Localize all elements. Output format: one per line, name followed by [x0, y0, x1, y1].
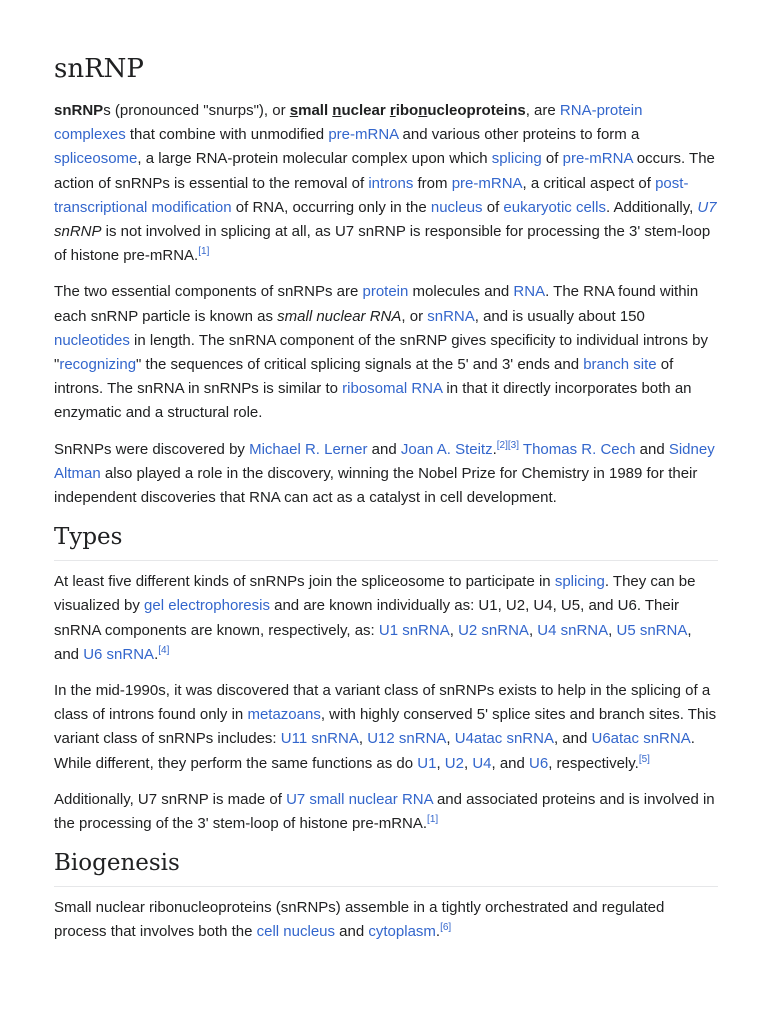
citation-ref[interactable]: [4] — [158, 644, 170, 656]
term-full-name: small nuclear ribonucleoproteins — [289, 102, 526, 119]
link-cytoplasm[interactable]: cytoplasm — [368, 923, 436, 941]
link-joan-steitz[interactable]: Joan A. Steitz — [400, 440, 493, 458]
link-u7[interactable]: U7 — [697, 198, 717, 216]
section-types — [54, 522, 718, 836]
link-introns[interactable]: introns — [368, 174, 414, 192]
section-heading-biogenesis: Biogenesis — [54, 848, 718, 887]
link-u6[interactable]: U6 — [529, 754, 549, 772]
link-snrna[interactable]: snRNA — [427, 307, 475, 325]
types-paragraph-2: In the mid-1990s, it was discovered that a variant class of snRNPs exists to help in the splicing of a class of introns found only in metazoans, with highly conserved 5' splice sites and branch sites. This variant class of snRNPs includes: U11 snRNA, U12 snRNA, U4atac snRNA, and U6atac snRNA. While different, they perform the same functions as do U1, U2, U4, and U6, respectively.[5] — [54, 682, 717, 772]
link-u4-snrna[interactable]: U4 snRNA — [537, 621, 609, 639]
link-u6-snrna[interactable]: U6 snRNA — [83, 645, 155, 663]
link-sidney-altman[interactable]: Sidney Altman — [54, 440, 715, 482]
citation-ref[interactable]: [2] — [496, 439, 508, 451]
link-post-transcriptional-modification[interactable]: post-transcriptional modification — [54, 174, 689, 216]
term-snrnp: snRNP — [54, 102, 104, 119]
link-metazoans[interactable]: metazoans — [247, 706, 321, 724]
link-splicing[interactable]: splicing — [491, 150, 542, 168]
types-paragraph-3: Additionally, U7 snRNP is made of U7 small nuclear RNA and associated proteins and is involved in the processing of the 3' stem-loop of histone pre-mRNA.[1] — [54, 790, 715, 833]
intro-paragraph-1: snRNPs (pronounced "snurps"), or small nuclear ribonucleoproteins, are RNA-protein complexes that combine with unmodified pre-mRNA and various other proteins to form a spliceosome, a large RNA-protein molecular complex upon which splicing of pre-mRNA occurs. The action of snRNPs is essential to the removal of introns from pre-mRNA, a critical aspect of post-transcriptional modification of RNA, occurring only in the nucleus of eukaryotic cells. Additionally, U7 snRNP is not involved in splicing at all, as U7 snRNP is responsible for processing the 3' stem-loop of histone pre-mRNA.[1] — [54, 102, 717, 265]
link-gel-electrophoresis[interactable]: gel electrophoresis — [144, 597, 270, 615]
link-u1[interactable]: U1 — [417, 754, 437, 772]
link-recognizing[interactable]: recognizing — [59, 356, 137, 374]
link-u5-snrna[interactable]: U5 snRNA — [616, 621, 688, 639]
types-paragraph-1: At least five different kinds of snRNPs join the spliceosome to participate in splicing. They can be visualized by gel electrophoresis and are known individually as: U1, U2, U4, U5, and U6. Their snRNA components are known, respectively, as: U1 snRNA, U2 snRNA, U4 snRNA, U5 snRNA, and U6 snRNA.[4] — [54, 573, 696, 663]
citation-ref[interactable]: [3] — [507, 439, 520, 451]
link-splicing[interactable]: splicing — [554, 573, 605, 591]
section-biogenesis — [54, 848, 718, 944]
link-u4atac-snrna[interactable]: U4atac snRNA — [454, 730, 554, 748]
link-eukaryotic-cells[interactable]: eukaryotic cells — [503, 198, 606, 216]
link-u4[interactable]: U4 — [472, 754, 492, 772]
link-branch-site[interactable]: branch site — [583, 356, 657, 374]
link-u6atac-snrna[interactable]: U6atac snRNA — [591, 730, 691, 748]
link-u11-snrna[interactable]: U11 snRNA — [280, 730, 359, 748]
section-heading-types: Types — [54, 522, 718, 561]
term-small-nuclear-rna: small nuclear RNA — [277, 307, 402, 325]
biogenesis-paragraph-1: Small nuclear ribonucleoproteins (snRNPs) assemble in a tightly orchestrated and regulated process that involves both the cell nucleus and cytoplasm.[6] — [54, 899, 665, 941]
page-title: snRNP — [54, 54, 144, 84]
link-spliceosome[interactable]: spliceosome — [54, 150, 138, 168]
link-rna[interactable]: RNA — [513, 283, 546, 301]
link-nucleotides[interactable]: nucleotides — [54, 331, 130, 349]
link-ribosomal-rna[interactable]: ribosomal RNA — [342, 380, 443, 398]
intro-paragraph-2: The two essential components of snRNPs are protein molecules and RNA. The RNA found within each snRNP particle is known as small nuclear RNA, or snRNA, and is usually about 150 nucleotides in length. The snRNA component of the snRNP gives specificity to individual introns by "recognizing" the sequences of critical splicing signals at the 5' and 3' ends and branch site of introns. The snRNA in snRNPs is similar to ribosomal RNA in that it directly incorporates both an enzymatic and a structural role. — [54, 283, 708, 422]
link-nucleus[interactable]: nucleus — [430, 198, 483, 216]
link-u2[interactable]: U2 — [444, 754, 464, 772]
citation-ref[interactable]: [1] — [427, 814, 439, 826]
link-protein[interactable]: protein — [362, 283, 409, 301]
link-pre-mrna[interactable]: pre-mRNA — [562, 150, 633, 168]
link-u2-snrna[interactable]: U2 snRNA — [458, 621, 529, 639]
link-pre-mrna[interactable]: pre-mRNA — [328, 126, 399, 144]
link-michael-lerner[interactable]: Michael R. Lerner — [249, 440, 368, 458]
link-u1-snrna[interactable]: U1 snRNA — [378, 621, 450, 639]
citation-ref[interactable]: [6] — [440, 922, 452, 934]
link-u7-small-nuclear-rna[interactable]: U7 small nuclear RNA — [286, 790, 433, 808]
citation-ref[interactable]: [5] — [638, 753, 650, 765]
link-thomas-cech[interactable]: Thomas R. Cech — [522, 440, 636, 458]
link-cell-nucleus[interactable]: cell nucleus — [256, 923, 336, 941]
link-rna-protein-complexes[interactable]: RNA-protein complexes — [54, 102, 643, 144]
citation-ref[interactable]: [1] — [198, 246, 210, 258]
link-pre-mrna[interactable]: pre-mRNA — [451, 174, 523, 192]
link-u12-snrna[interactable]: U12 snRNA — [367, 730, 447, 748]
intro-paragraph-3: SnRNPs were discovered by Michael R. Lerner and Joan A. Steitz.[2][3] Thomas R. Cech and Sidney Altman also played a role in the discovery, winning the Nobel Prize for Chemistry in 1989 for their independent discoveries that RNA can act as a catalyst in cell development. — [54, 439, 715, 507]
